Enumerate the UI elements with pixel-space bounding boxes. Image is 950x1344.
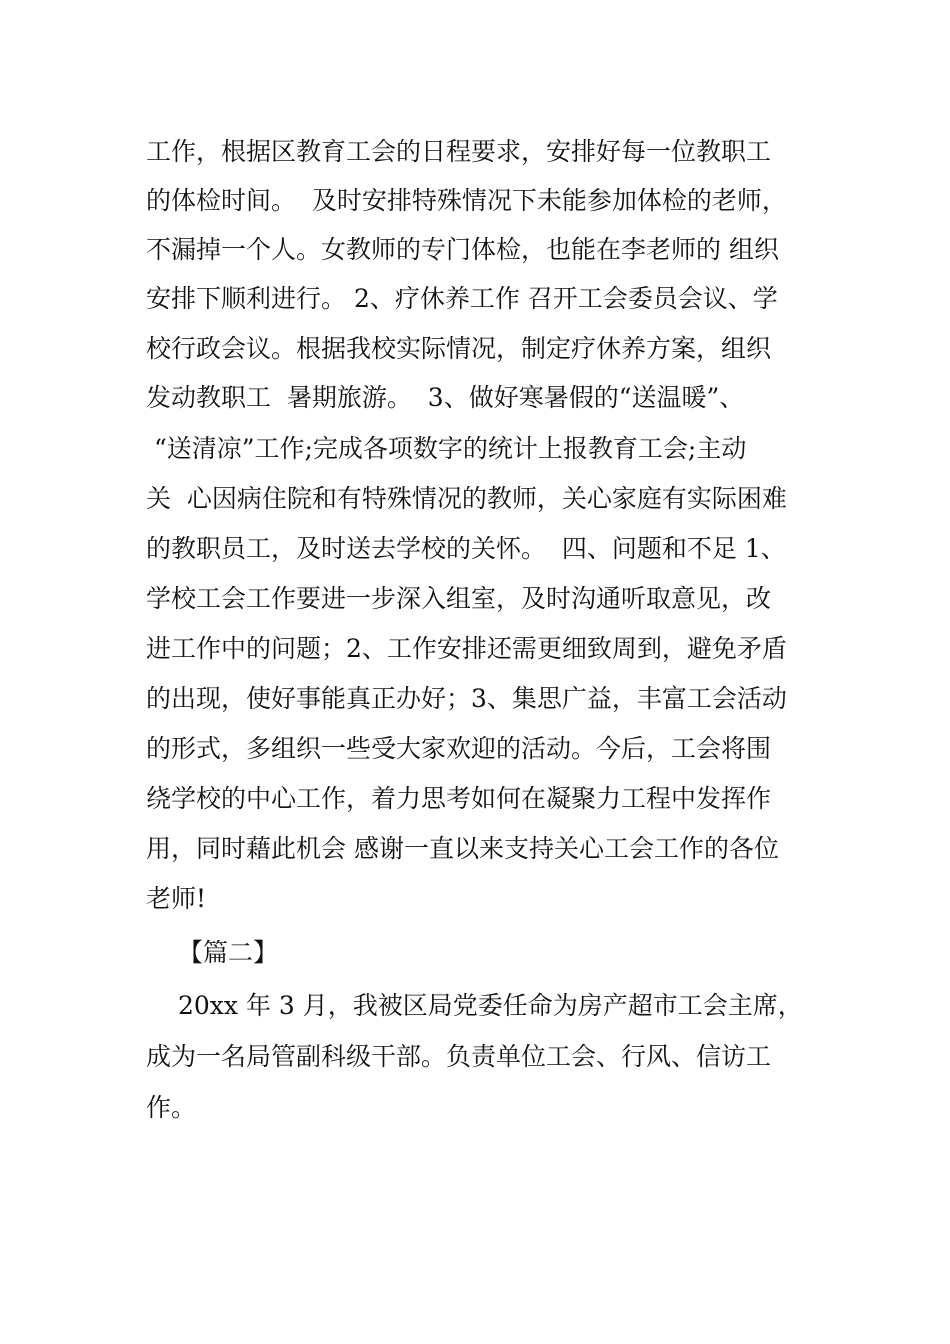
text-line: 老师! <box>146 884 207 913</box>
text-line: 的体检时间。 及时安排特殊情况下未能参加体检的老师， <box>146 186 787 215</box>
text-line: 进工作中的问题；2、工作安排还需更细致周到，避免矛盾 <box>146 634 787 663</box>
text-line: 成为一名局管副科级干部。负责单位工会、行风、信访工 <box>146 1042 772 1071</box>
text-line: 的形式，多组织一些受大家欢迎的活动。今后，工会将围 <box>146 734 772 763</box>
text-line: 用，同时藉此机会 感谢一直以来支持关心工会工作的各位 <box>146 834 779 863</box>
text-line: 的教职员工，及时送去学校的关怀。 四、问题和不足 1、 <box>146 534 786 563</box>
text-line: 工作，根据区教育工会的日程要求，安排好每一位教职工 <box>146 137 772 166</box>
text-line: 发动教职工 暑期旅游。 3、做好寒暑假的“送温暖”、 <box>146 383 745 412</box>
text-line: 安排下顺利进行。 2、疗休养工作 召开工会委员会议、学 <box>146 284 778 313</box>
text-line: “送清凉”工作;完成各项数字的统计上报教育工会;主动 <box>146 434 747 463</box>
text-line: 学校工会工作要进一步深入组室，及时沟通听取意见，改 <box>146 584 772 613</box>
text-line: 作。 <box>146 1093 197 1122</box>
text-line: 关 心因病住院和有特殊情况的教师，关心家庭有实际困难 <box>146 484 787 513</box>
text-line: 绕学校的中心工作，着力思考如何在凝聚力工程中发挥作 <box>146 784 772 813</box>
text-line: 校行政会议。根据我校实际情况，制定疗休养方案，组织 <box>146 334 772 363</box>
text-line: 20xx 年 3 月，我被区局党委任命为房产超市工会主席， <box>178 991 803 1020</box>
text-line: 不漏掉一个人。女教师的专门体检，也能在李老师的 组织 <box>146 235 779 264</box>
section-heading: 【篇二】 <box>178 938 279 967</box>
text-line: 的出现，使好事能真正办好；3、集思广益，丰富工会活动 <box>146 684 787 713</box>
